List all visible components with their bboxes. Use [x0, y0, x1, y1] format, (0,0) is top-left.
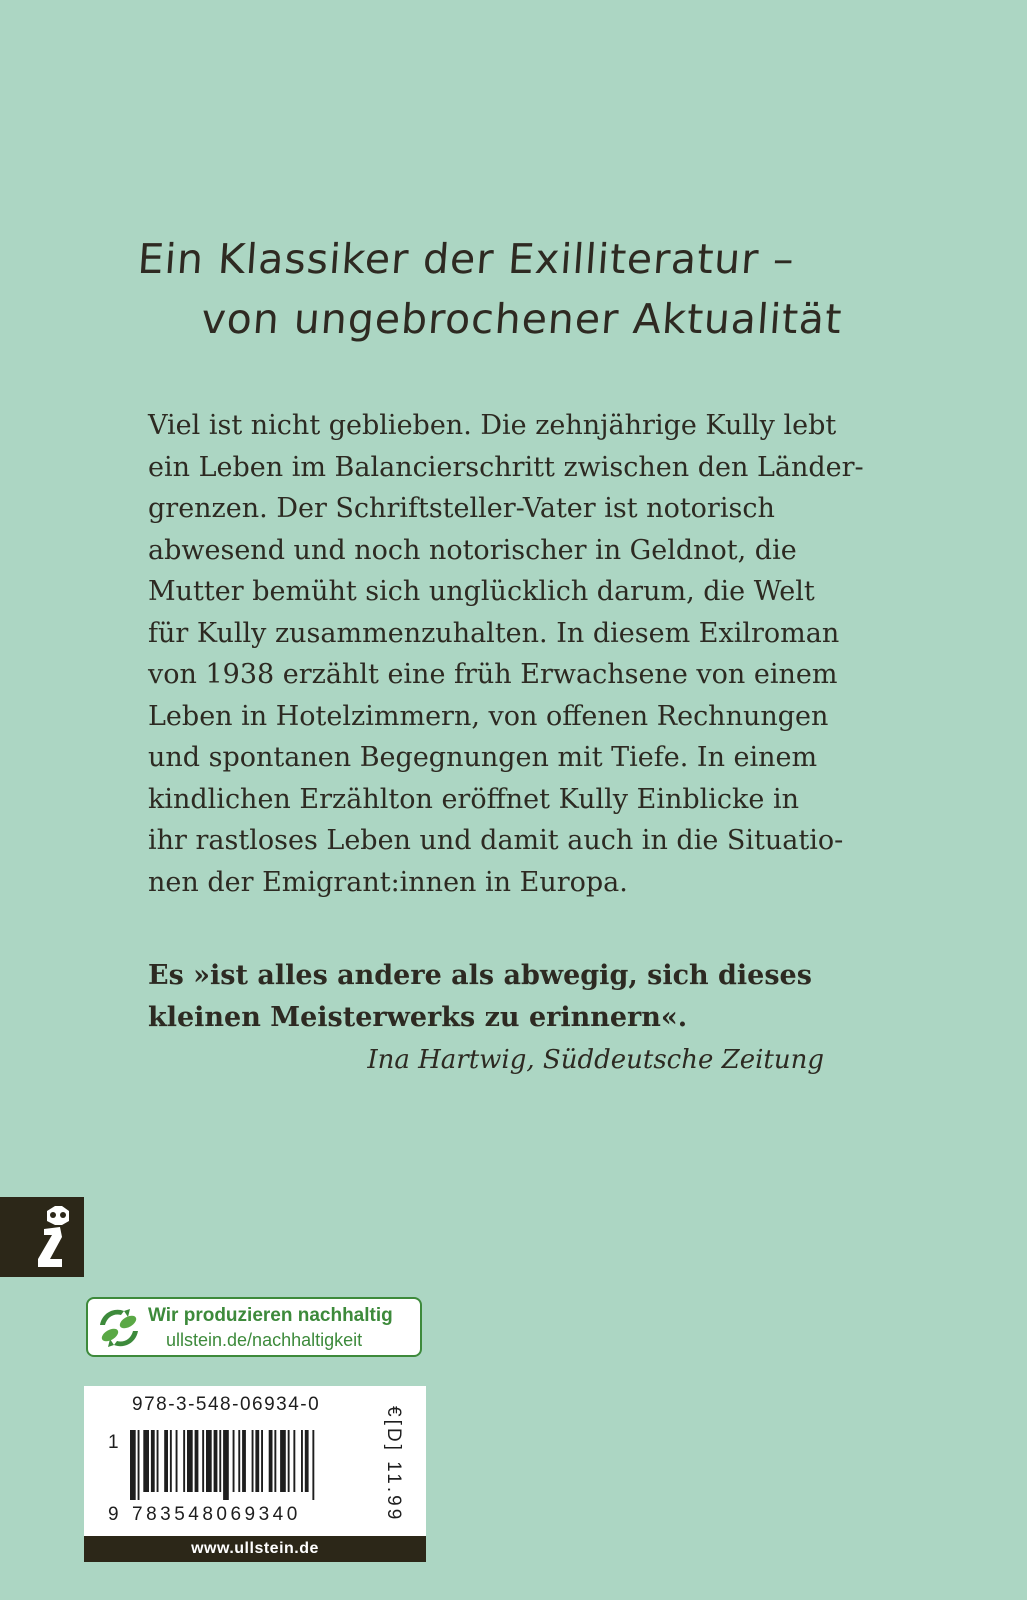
blurb-line: grenzen. Der Schriftsteller-Vater ist notorisch — [148, 493, 775, 524]
tagline-line-1: Ein Klassiker der Exilliteratur – — [136, 235, 797, 283]
press-quote-line-2: kleinen Meisterwerks zu erinnern«. — [148, 1002, 688, 1033]
publisher-logo — [0, 1197, 84, 1277]
price-label: €[D] 11.99 — [383, 1406, 404, 1523]
quote-attribution: Ina Hartwig, Süddeutsche Zeitung — [367, 1045, 824, 1075]
blurb-line: ihr rastloses Leben und damit auch in die Situatio- — [148, 825, 844, 856]
blurb-line: kindlichen Erzählton eröffnet Kully Einblicke in — [148, 783, 799, 815]
sustainability-badge — [86, 1297, 422, 1357]
barcode-digits: 783548069340 — [132, 1504, 301, 1525]
barcode-lead-digit: 9 — [108, 1504, 119, 1525]
isbn-number: 978-3-548-06934-0 — [132, 1394, 321, 1415]
sustainability-title: Wir produzieren nachhaltig — [148, 1305, 393, 1326]
blurb-line: Leben in Hotelzimmern, von offenen Rechnungen — [148, 700, 829, 732]
blurb-line: nen der Emigrant:innen in Europa. — [148, 866, 628, 898]
sustainability-link[interactable]: ullstein.de/nachhaltigkeit — [166, 1330, 363, 1350]
blurb-line: abwesend und noch notorischer in Geldnot, die — [148, 534, 797, 566]
blurb-line: von 1938 erzählt eine früh Erwachsene von einem — [148, 659, 838, 690]
recycle-leaves-icon — [94, 1305, 144, 1351]
tagline-line-2: von ungebrochener Aktualität — [199, 295, 844, 343]
blurb-text — [148, 405, 888, 903]
blurb-line: Mutter bemüht sich unglücklich darum, die Welt — [148, 576, 815, 607]
blurb-line: und spontanen Begegnungen mit Tiefe. In einem — [148, 742, 818, 773]
press-quote-line-1: Es »ist alles andere als abwegig, sich dieses — [148, 960, 812, 991]
publisher-website[interactable]: www.ullstein.de — [84, 1536, 426, 1562]
blurb-line: ein Leben im Balancierschritt zwischen den Länder- — [148, 451, 864, 483]
owl-logo-icon — [0, 1197, 84, 1277]
press-quote — [148, 955, 888, 1039]
barcode-lead-digit-top: 1 — [108, 1432, 119, 1453]
barcode-panel — [84, 1386, 426, 1536]
blurb-line: für Kully zusammenzuhalten. In diesem Exilroman — [148, 617, 840, 649]
barcode-bars — [130, 1430, 360, 1500]
blurb-line: Viel ist nicht geblieben. Die zehnjährige Kully lebt — [148, 410, 837, 441]
